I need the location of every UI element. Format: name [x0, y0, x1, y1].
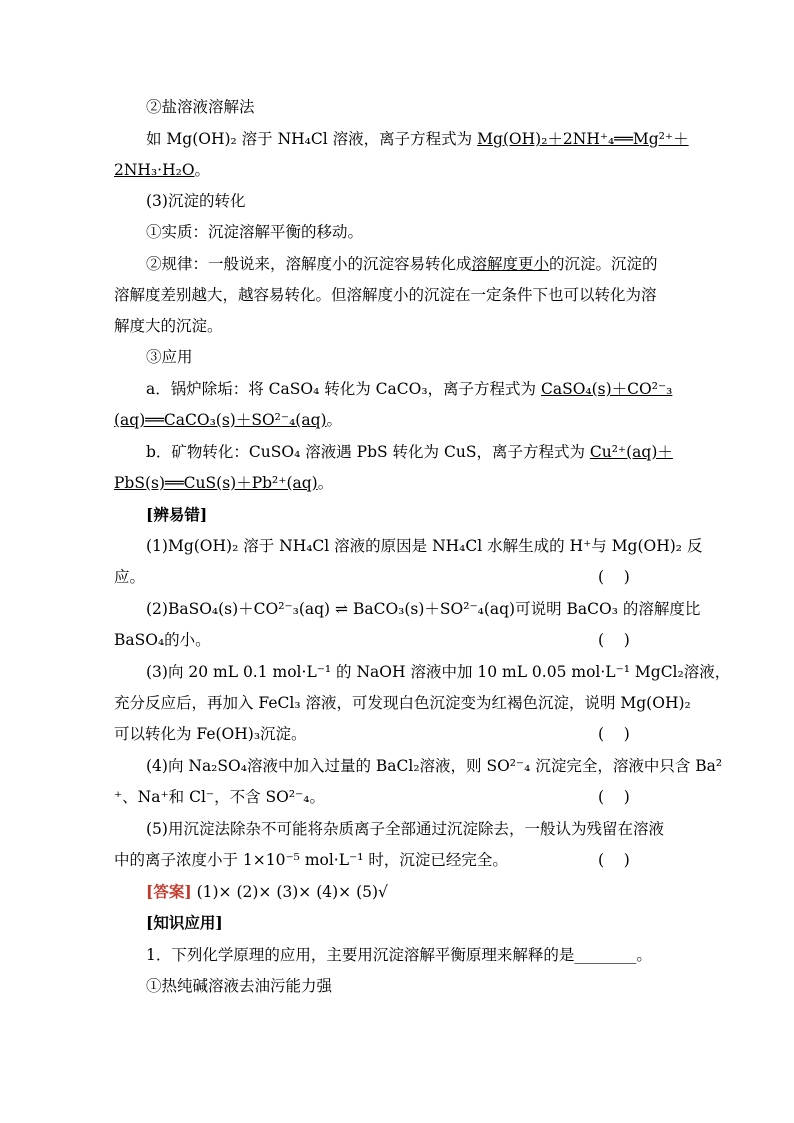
section-heading: (3)沉淀的转化: [146, 192, 246, 210]
text-line: [114, 160, 684, 180]
question-line: (3)向 20 mL 0.1 mol·L⁻¹ 的 NaOH 溶液中加 10 mL 0.05 mol·L⁻¹ MgCl₂溶液，: [146, 663, 731, 681]
question-line: ⁺、Na⁺和 Cl⁻，不含 SO²⁻₄。: [114, 788, 325, 806]
text-line: 溶解度差别越大，越容易转化。但溶解度小的沉淀在一定条件下也可以转化为溶: [114, 286, 657, 304]
equation-underlined: 2NH₃·H₂O: [114, 161, 195, 179]
text-line: 解度大的沉淀。: [114, 317, 223, 335]
text-span: b．矿物转化：CuSO₄ 溶液遇 PbS 转化为 CuS，离子方程式为: [146, 443, 590, 461]
equation-underlined: CaSO₄(s)＋CO²⁻₃: [540, 380, 673, 398]
question-line: 中的离子浓度小于 1×10⁻⁵ mol·L⁻¹ 时，沉淀已经完全。: [114, 851, 508, 869]
answer-bracket: ( ): [598, 568, 630, 586]
question-line: (5)用沉淀法除杂不可能将杂质离子全部通过沉淀除去，一般认为残留在溶液: [146, 820, 664, 838]
blank-answer: 溶解度更小: [471, 255, 550, 273]
text-span: a．锅炉除垢：将 CaSO₄ 转化为 CaCO₃，离子方程式为: [146, 380, 541, 398]
question-line: BaSO₄的小。: [114, 631, 211, 649]
question-line: (1)Mg(OH)₂ 溶于 NH₄Cl 溶液的原因是 NH₄Cl 水解生成的 H⁺与 Mg(OH)₂ 反: [146, 537, 703, 555]
text-span: 的沉淀。沉淀的: [549, 255, 658, 273]
text-line: [146, 379, 684, 399]
question-line: 充分反应后，再加入 FeCl₃ 溶液，可发现白色沉淀变为红褐色沉淀，说明 Mg(OH)₂: [114, 694, 691, 712]
question-line: 应。: [114, 568, 146, 586]
equation-underlined: Mg(OH)₂＋2NH⁺₄══Mg²⁺＋: [477, 130, 689, 148]
answer-bracket: ( ): [598, 725, 630, 743]
question-line: 可以转化为 Fe(OH)₃沉淀。: [114, 725, 307, 743]
text-line: ②盐溶液溶解法: [146, 98, 255, 116]
text-span: 。: [194, 161, 211, 179]
text-span: 如 Mg(OH)₂ 溶于 NH₄Cl 溶液，离子方程式为: [146, 130, 478, 148]
text-line: [146, 254, 684, 274]
answer-bracket: ( ): [598, 631, 630, 649]
question-line: (2)BaSO₄(s)＋CO²⁻₃(aq) ⇌ BaCO₃(s)＋SO²⁻₄(aq)可说明 BaCO₃ 的溶解度比: [146, 600, 701, 618]
answer-text: (1)× (2)× (3)× (4)× (5)√: [191, 883, 388, 901]
equation-underlined: (aq)══CaCO₃(s)＋SO²⁻₄(aq): [114, 411, 327, 429]
section-heading: [知识应用]: [146, 913, 223, 932]
text-span: 。: [317, 474, 334, 492]
equation-underlined: Cu²⁺(aq)＋: [589, 443, 673, 461]
text-line: [146, 442, 684, 462]
section-heading: [辨易错]: [146, 505, 208, 524]
text-line: [114, 410, 684, 430]
text-line: [146, 129, 689, 149]
question-line: (4)向 Na₂SO₄溶液中加入过量的 BaCl₂溶液，则 SO²⁻₄ 沉淀完全，溶液中只含 Ba²: [146, 757, 723, 775]
answer-line: [146, 882, 684, 902]
question-line: 1．下列化学原理的应用，主要用沉淀溶解平衡原理来解释的是________。: [146, 946, 652, 964]
answer-label: [答案]: [146, 882, 192, 901]
text-line: ③应用: [146, 348, 193, 366]
answer-bracket: ( ): [598, 851, 630, 869]
text-line: ①实质：沉淀溶解平衡的移动。: [146, 223, 364, 241]
answer-bracket: ( ): [598, 788, 630, 806]
text-span: ②规律：一般说来，溶解度小的沉淀容易转化成: [146, 255, 472, 273]
text-line: [114, 473, 684, 493]
text-span: 。: [326, 411, 343, 429]
option-line: ①热纯碱溶液去油污能力强: [146, 977, 333, 995]
equation-underlined: PbS(s)══CuS(s)＋Pb²⁺(aq): [114, 474, 318, 492]
